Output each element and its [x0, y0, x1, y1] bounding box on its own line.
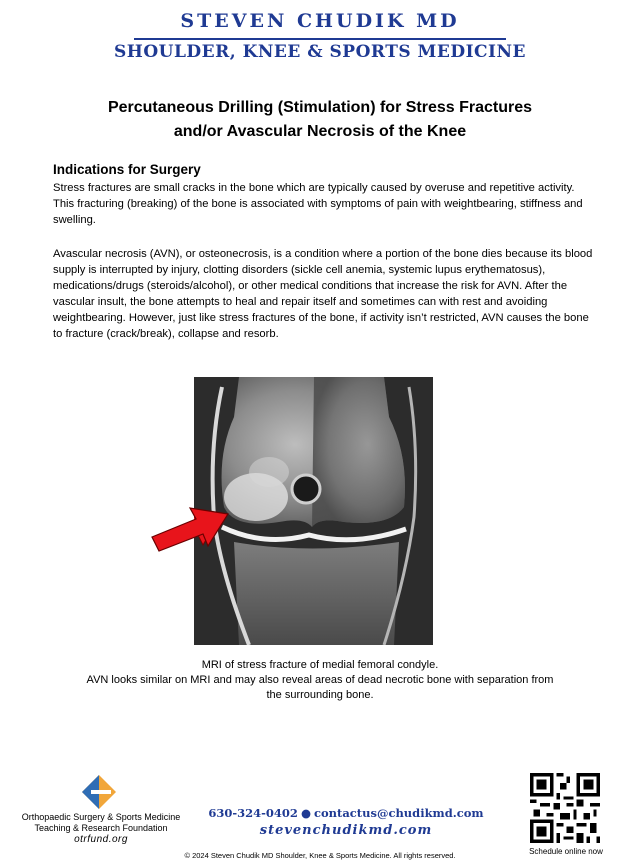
title-line-2: and/or Avascular Necrosis of the Knee — [173, 123, 467, 140]
foundation-url-link[interactable]: otrfund.org — [74, 834, 128, 845]
paragraph-avn: Avascular necrosis (AVN), or osteonecrosis, is a condition where a portion of the bone dies because its blood supply is interrupted by injury, clotting disorders (sickle cell anemia, systemic lupus erythematosus), medications/drugs (steroids/alcohol), or other medical conditions that increase the risk for AVN. After the vascular insult, the bone attempts to heal and repair itself and sometimes can with rest and avoiding weightbearing. However, just like stress fractures of the bone, if activity isn’t restricted, AVN causes the bone to fracture (crack/break), collapse and resorb. — [53, 248, 593, 340]
bullet-icon: ● — [300, 806, 311, 820]
email-link[interactable]: contactus@chudikmd.com — [314, 806, 484, 820]
figure-caption — [60, 658, 580, 703]
red-arrow-icon — [150, 500, 232, 552]
contact-line — [196, 806, 496, 820]
paragraph-stress-fractures: Stress fractures are small cracks in the bone which are typically caused by overuse and repetitive activity. This fracturing (breaking) of the bone is associated with symptoms of pain with weightbearing, stiffness and swelling. — [53, 182, 583, 226]
document-title — [0, 96, 640, 144]
caption-line-3: the surrounding bone. — [266, 689, 374, 701]
brand-divider — [134, 38, 506, 40]
brand-name: STEVEN CHUDIK MD — [180, 10, 460, 32]
caption-line-1: MRI of stress fracture of medial femoral condyle. — [201, 659, 439, 671]
phone-link[interactable]: 630-324-0402 — [208, 806, 298, 820]
qr-code-icon[interactable] — [530, 773, 600, 843]
foundation-name — [6, 812, 196, 834]
qr-label: Schedule online now — [529, 847, 603, 856]
copyright: © 2024 Steven Chudik MD Shoulder, Knee & Sports Medicine. All rights reserved. — [184, 851, 456, 860]
brand-subtitle: SHOULDER, KNEE & SPORTS MEDICINE — [114, 42, 526, 62]
caption-line-2: AVN looks similar on MRI and may also reveal areas of dead necrotic bone with separation from — [86, 674, 554, 686]
title-line-1: Percutaneous Drilling (Stimulation) for Stress Fractures — [107, 99, 533, 116]
section-heading: Indications for Surgery — [53, 162, 201, 177]
foundation-line-1: Orthopaedic Surgery & Sports Medicine — [21, 812, 181, 822]
foundation-line-2: Teaching & Research Foundation — [34, 823, 168, 833]
website-link[interactable]: stevenchudikmd.com — [259, 823, 433, 838]
foundation-logo — [78, 775, 120, 809]
